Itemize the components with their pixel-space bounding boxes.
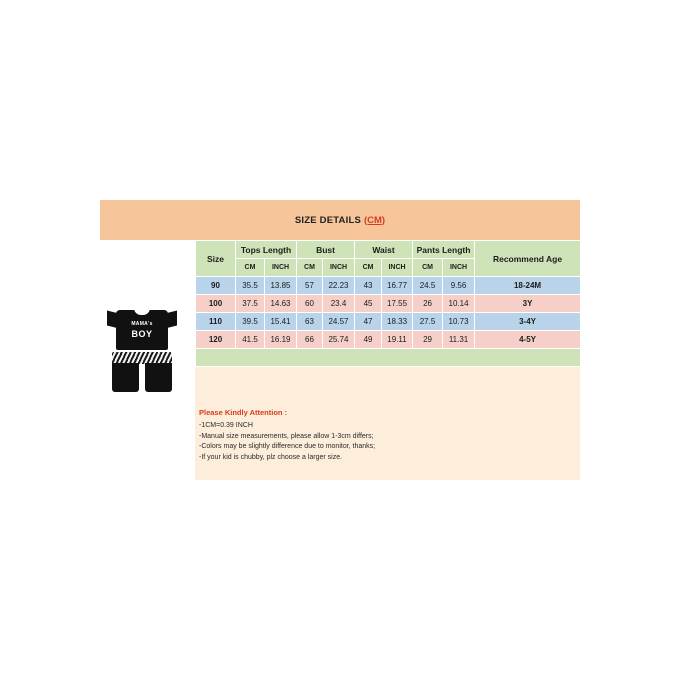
cell-pants-inch: 10.73 <box>443 313 475 331</box>
cell-waist-inch: 19.11 <box>382 331 413 349</box>
cell-tops-inch: 14.63 <box>265 295 297 313</box>
header-recommend-age: Recommend Age <box>475 241 581 277</box>
size-table <box>195 240 581 367</box>
cell-size: 100 <box>196 295 236 313</box>
cell-pants-inch: 10.14 <box>443 295 475 313</box>
cell-waist-inch: 17.55 <box>382 295 413 313</box>
header-waist: Waist <box>355 241 413 259</box>
cell-bust-cm: 63 <box>297 313 323 331</box>
table-footer-spacer <box>196 349 581 367</box>
header-unit-bust-inch: INCH <box>323 259 355 277</box>
cell-size: 110 <box>196 313 236 331</box>
cell-tops-cm: 37.5 <box>236 295 265 313</box>
cell-pants-inch: 9.56 <box>443 277 475 295</box>
note-line: -Manual size measurements, please allow 1-3cm differs; <box>199 432 374 440</box>
cell-pants-cm: 26 <box>413 295 443 313</box>
cell-size: 90 <box>196 277 236 295</box>
cell-waist-cm: 43 <box>355 277 382 295</box>
header-size: Size <box>196 241 236 277</box>
cell-tops-inch: 16.19 <box>265 331 297 349</box>
tshirt-collar <box>134 308 150 315</box>
note-title: Please Kindly Attention : <box>199 408 288 417</box>
cell-bust-inch: 25.74 <box>323 331 355 349</box>
tshirt-print-line1: MAMA's <box>131 321 153 327</box>
cell-bust-cm: 66 <box>297 331 323 349</box>
cell-tops-inch: 15.41 <box>265 313 297 331</box>
cell-bust-inch: 24.57 <box>323 313 355 331</box>
attention-note <box>195 400 580 480</box>
cell-waist-cm: 47 <box>355 313 382 331</box>
cell-recommend-age: 3Y <box>475 295 581 313</box>
cell-pants-cm: 27.5 <box>413 313 443 331</box>
header-unit-waist-cm: CM <box>355 259 382 277</box>
shorts-graphic <box>112 352 172 392</box>
cell-pants-cm: 24.5 <box>413 277 443 295</box>
table-row <box>196 331 581 349</box>
card-title-unit: (CM) <box>363 214 386 226</box>
header-unit-pants-cm: CM <box>413 259 443 277</box>
header-unit-tops-cm: CM <box>236 259 265 277</box>
cell-size: 120 <box>196 331 236 349</box>
cell-pants-inch: 11.31 <box>443 331 475 349</box>
shorts-right-leg <box>145 363 172 392</box>
cell-waist-inch: 18.33 <box>382 313 413 331</box>
cell-recommend-age: 4-5Y <box>475 331 581 349</box>
header-bust: Bust <box>297 241 355 259</box>
header-pants-length: Pants Length <box>413 241 475 259</box>
header-unit-bust-cm: CM <box>297 259 323 277</box>
product-photo <box>100 240 195 480</box>
cell-recommend-age: 18-24M <box>475 277 581 295</box>
cell-waist-cm: 49 <box>355 331 382 349</box>
cell-bust-cm: 57 <box>297 277 323 295</box>
cell-bust-inch: 22.23 <box>323 277 355 295</box>
card-title-band <box>100 200 580 240</box>
cell-pants-cm: 29 <box>413 331 443 349</box>
header-tops-length: Tops Length <box>236 241 297 259</box>
header-unit-tops-inch: INCH <box>265 259 297 277</box>
shorts-left-leg <box>112 363 139 392</box>
card-title: SIZE DETAILS <box>294 214 361 226</box>
tshirt-graphic <box>116 310 168 350</box>
shorts-leg-gap <box>139 374 145 392</box>
note-line: -Colors may be slightly difference due to monitor, thanks; <box>199 443 376 450</box>
table-row <box>196 295 581 313</box>
cell-bust-inch: 23.4 <box>323 295 355 313</box>
cell-tops-cm: 39.5 <box>236 313 265 331</box>
note-line: -1CM=0.39 INCH <box>199 422 253 429</box>
table-row <box>196 277 581 295</box>
table-header-group-row <box>196 241 581 259</box>
table-footer-row <box>196 349 581 367</box>
cell-waist-inch: 16.77 <box>382 277 413 295</box>
cell-waist-cm: 45 <box>355 295 382 313</box>
note-line: -If your kid is chubby, plz choose a larger size. <box>199 453 343 461</box>
header-unit-pants-inch: INCH <box>443 259 475 277</box>
cell-tops-inch: 13.85 <box>265 277 297 295</box>
tshirt-print-line2: BOY <box>131 329 153 339</box>
cell-tops-cm: 41.5 <box>236 331 265 349</box>
table-row <box>196 313 581 331</box>
size-details-card <box>100 200 580 480</box>
header-unit-waist-inch: INCH <box>382 259 413 277</box>
cell-tops-cm: 35.5 <box>236 277 265 295</box>
cell-bust-cm: 60 <box>297 295 323 313</box>
cell-recommend-age: 3-4Y <box>475 313 581 331</box>
